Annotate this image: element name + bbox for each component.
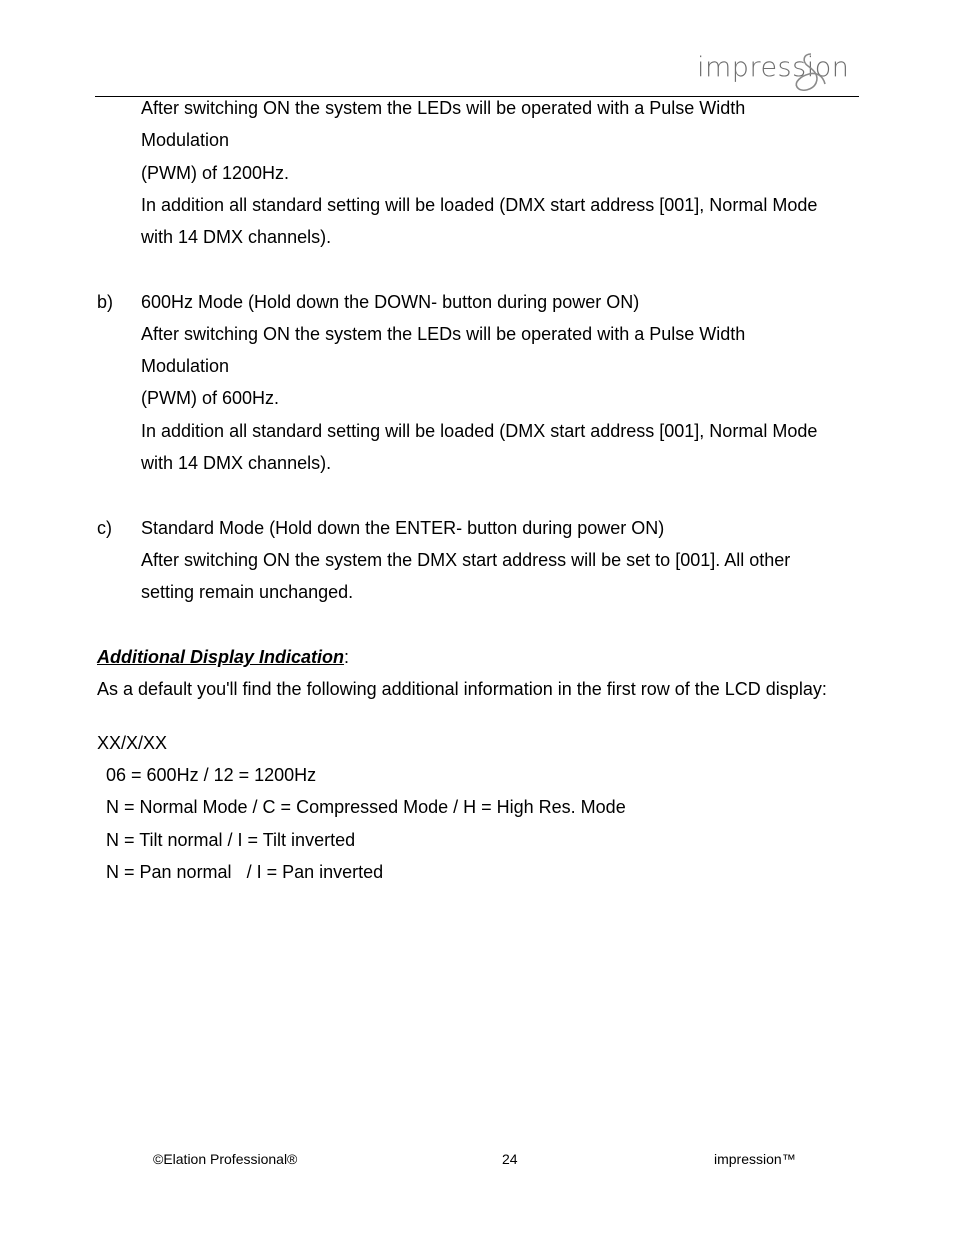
impression-logo (697, 50, 859, 98)
page-number: 24 (502, 1151, 518, 1167)
mode-title: Standard Mode (Hold down the ENTER- button during power ON) (141, 518, 665, 538)
ampersand-icon (789, 50, 829, 98)
section-heading (97, 646, 349, 668)
text-line: After switching ON the system the LEDs will be operated with a Pulse Width (141, 98, 746, 118)
legend-item: N = Normal Mode / C = Compressed Mode / H = High Res. Mode (106, 797, 626, 817)
footer-copyright: ©Elation Professional® (153, 1151, 298, 1167)
footer-product: impression™ (714, 1151, 796, 1167)
text-line: Modulation (141, 356, 230, 376)
heading-colon: : (344, 647, 350, 667)
text-line: (PWM) of 600Hz. (141, 388, 280, 408)
text-line: (PWM) of 1200Hz. (141, 163, 290, 183)
legend-item: N = Pan normal / I = Pan inverted (106, 862, 384, 882)
text-line: After switching ON the system the LEDs will be operated with a Pulse Width (141, 324, 746, 344)
legend-item: 06 = 600Hz / 12 = 1200Hz (106, 765, 317, 785)
legend-item: N = Tilt normal / I = Tilt inverted (106, 830, 356, 850)
text-line: After switching ON the system the DMX start address will be set to [001]. All other (141, 550, 791, 570)
text-line: In addition all standard setting will be loaded (DMX start address [001], Normal Mode (141, 195, 818, 215)
display-code: XX/X/XX (97, 733, 168, 753)
text-line: Modulation (141, 130, 230, 150)
intro-text: As a default you'll find the following additional information in the first row of the LCD display: (97, 679, 827, 699)
section-heading-text: Additional Display Indication (97, 647, 345, 667)
logo-text: impression (697, 52, 850, 83)
list-marker-c: c) (97, 518, 112, 538)
text-line: setting remain unchanged. (141, 582, 354, 602)
text-line: with 14 DMX channels). (141, 227, 332, 247)
mode-title: 600Hz Mode (Hold down the DOWN- button during power ON) (141, 292, 640, 312)
list-marker-b: b) (97, 292, 114, 312)
text-line: with 14 DMX channels). (141, 453, 332, 473)
text-line: In addition all standard setting will be loaded (DMX start address [001], Normal Mode (141, 421, 818, 441)
